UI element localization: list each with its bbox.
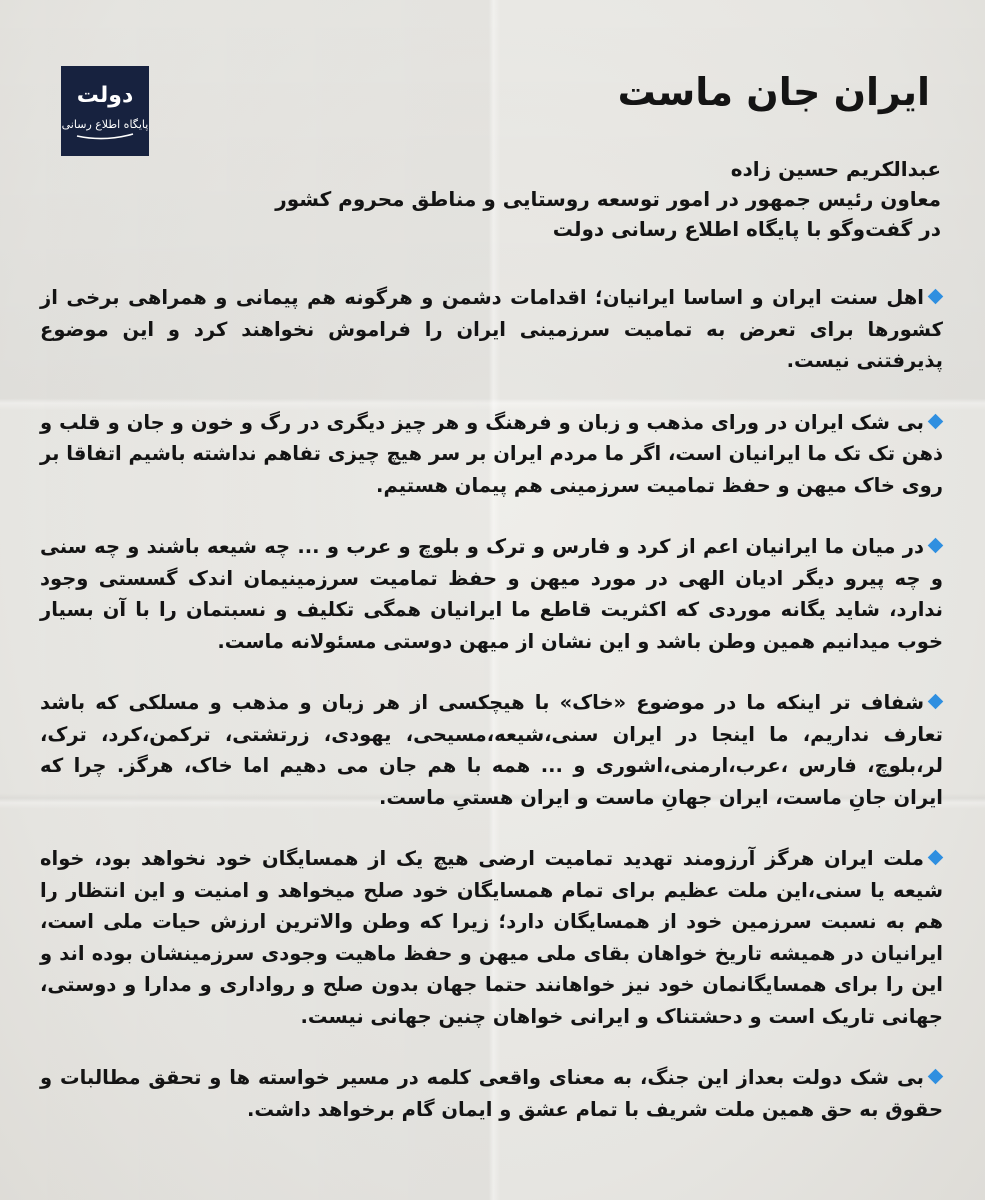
interview-context: در گفت‌وگو با پایگاه اطلاع رسانی دولت [552, 217, 941, 241]
article-body [40, 282, 943, 1155]
diamond-bullet-icon [928, 289, 944, 305]
diamond-bullet-icon [928, 694, 944, 710]
dolat-logo [61, 66, 149, 156]
diamond-bullet-icon [928, 413, 944, 429]
paragraph-text: ملت ایران هرگز آرزومند تهدید تمامیت ارضی هیچ یک از همسایگان خود نخواهد بود، خواه شیعه یا سنی،این ملت عظیم برای تمام همسایگان خود صلح میخواهد و امنیت و این انتظار را هم به نسبت سرزمین خود از همسایگان دارد؛ زیرا که وطن والاترین ارزش حیات ملی است، ایرانیان در همیشه تاریخ خواهان بقای ملی میهن و حفظ ماهیت وجودی سرزمینشان بوده اند و این را برای همسایگانمان خود نیز خواهانند حتما جهان بدون صلح و رواداری و مدارا و دوستی، جهانی تاریک است و دحشتناک و ایرانی خواهان چنین جهانی نیست. [40, 847, 943, 1028]
author-role: معاون رئیس جمهور در امور توسعه روستایی و مناطق محروم کشور [275, 187, 941, 211]
diamond-bullet-icon [928, 538, 944, 554]
logo-main-text: دولت [76, 83, 134, 108]
paragraph-text: بی شک ایران در ورای مذهب و زبان و فرهنگ و هر چیز دیگری در رگ و خون و جان و قلب و ذهن تک تک ما ایرانیان است، اگر ما مردم ایران بر سر هیچ چیزی تفاهم نداشته باشیم اتفاقا بر روی خاک میهن و حفظ تمامیت سرزمینی هم پیمان هستیم. [40, 410, 943, 497]
dolat-logo-icon [61, 72, 149, 150]
paragraph-2 [40, 407, 943, 502]
paragraph-3 [40, 531, 943, 657]
diamond-bullet-icon [928, 1069, 944, 1085]
author-name: عبدالکریم حسین زاده [730, 157, 941, 181]
page-title: ایران جان ماست [617, 70, 930, 114]
paragraph-text: اهل سنت ایران و اساسا ایرانیان؛ اقدامات دشمن و هرگونه هم پیمانی و همراهی برخی از کشورها برای تعرض به تمامیت سرزمینی ایران را فراموش نخواهند کرد و این موضوع پذیرفتنی نیست. [40, 286, 943, 372]
paragraph-4 [40, 687, 943, 813]
logo-swash [77, 134, 133, 139]
logo-sub-text: پایگاه اطلاع رسانی [61, 118, 149, 131]
byline [275, 154, 941, 244]
paragraph-1 [40, 282, 943, 377]
paragraph-text: بی شک دولت بعداز این جنگ، به معنای واقعی کلمه در مسیر خواسته ها و تحقق مطالبات و حقوق به حق همین ملت شریف با تمام عشق و ایمان گام برخواهد داشت. [40, 1066, 943, 1121]
paragraph-text: شفاف تر اینکه ما در موضوع «خاک» با هیچکسی از هر زبان و مذهب و مسلکی که باشد تعارف نداریم، ما اینجا در ایران سنی،شیعه،مسیحی، یهودی، زرتشتی، ترکمن،کرد، ترک، لر،بلوچ، فارس ،عرب،ارمنی،اشوری و ... همه با هم جان می دهیم اما خاک، هرگز. چرا که ایران جانِ ماست، ایران جهانِ ماست و ایران هستیِ ماست. [40, 691, 943, 809]
paragraph-5 [40, 843, 943, 1032]
paragraph-text: در میان ما ایرانیان اعم از کرد و فارس و ترک و بلوچ و عرب و ... چه شیعه باشند و چه سنی و چه پیرو دیگر ادیان الهی در مورد میهن و حفظ تمامیت سرزمینیمان اندک گسستی وجود ندارد، شاید یگانه موردی که اکثریت قاطع ما ایرانیان همگی تکلیف و نسبتمان را با آن بسیار خوب میدانیم همین وطن باشد و این نشان از میهن دوستی مسئولانه ماست. [40, 535, 943, 653]
diamond-bullet-icon [928, 850, 944, 866]
paragraph-6 [40, 1062, 943, 1125]
